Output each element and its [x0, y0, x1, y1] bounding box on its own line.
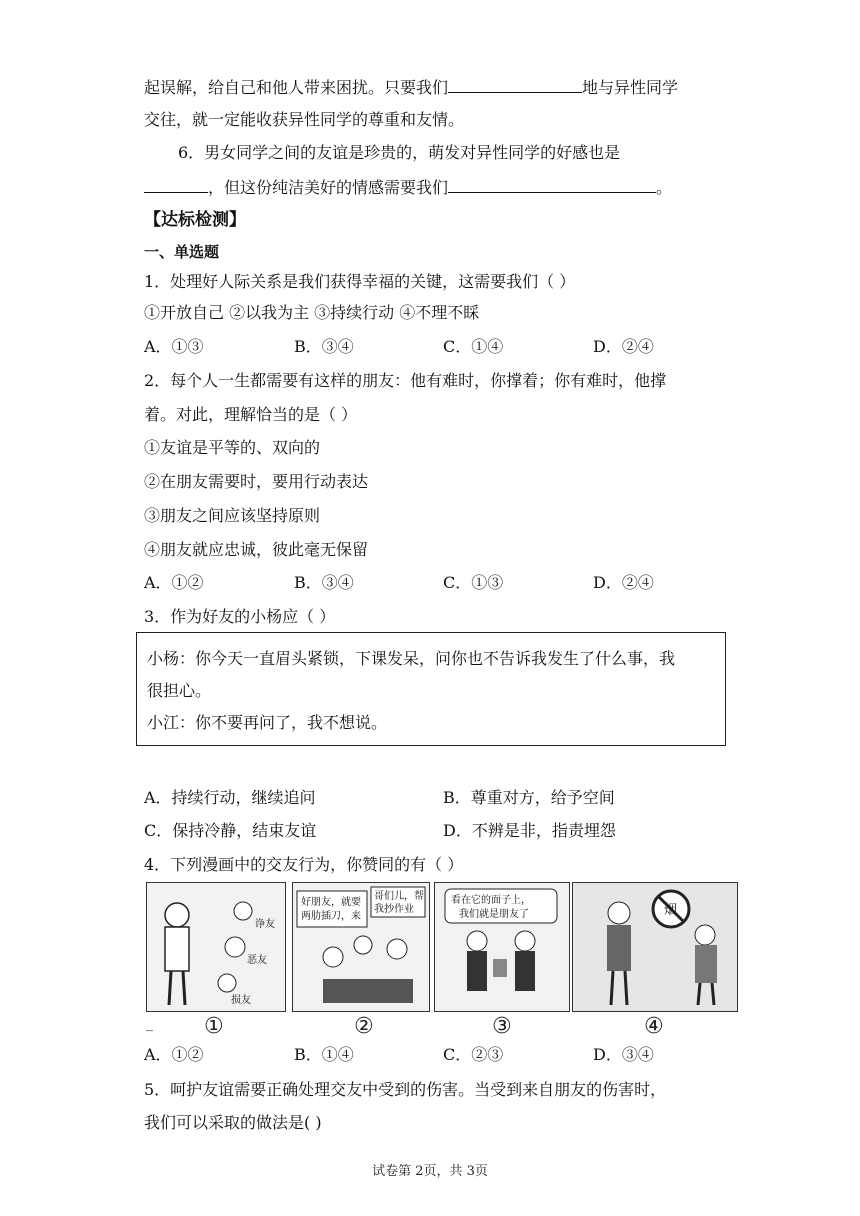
q2-statement-2: ②在朋友需要时，要用行动表达	[144, 472, 369, 491]
dialogue-line-2: 很担心。	[147, 681, 212, 700]
q4-option-d[interactable]: D．③④	[593, 1045, 654, 1064]
q2-stem-2: 着。对此，理解恰当的是（ ）	[144, 405, 358, 424]
section-title: 【达标检测】	[144, 210, 246, 230]
comic-illustration-3	[435, 883, 569, 1011]
intro-line-3: 6．男女同学之间的友谊是珍贵的，萌发对异性同学的好感也是	[178, 143, 621, 162]
q1-option-c[interactable]: C．①④	[443, 337, 504, 356]
q3-option-a[interactable]: A．持续行动，继续追问	[144, 788, 316, 807]
q3-option-d[interactable]: D．不辨是非，指责埋怨	[443, 821, 616, 840]
bubble-text-2b: 我抄作业	[374, 904, 414, 915]
intro-text: 起误解，给自己和他人带来困扰。只要我们	[144, 78, 449, 97]
fill-blank[interactable]	[144, 176, 208, 193]
comic-panel-3	[434, 882, 570, 1012]
bubble-text-3b: 我们就是朋友了	[459, 909, 529, 920]
q4-stem: 4．下列漫画中的交友行为，你赞同的有（ ）	[144, 855, 464, 874]
bubble-text-3a: 看在它的面子上，	[451, 895, 531, 906]
q2-option-a[interactable]: A．①②	[144, 573, 204, 592]
label-eyou: 恶友	[247, 955, 267, 966]
bubble-text-2a: 哥们儿，帮	[374, 891, 424, 902]
dialogue-line-3: 小江：你不要再问了，我不想说。	[147, 713, 388, 732]
bubble-text-1a: 好朋友，就要	[301, 897, 361, 908]
intro-text: 地与异性同学	[582, 78, 679, 97]
q2-option-d[interactable]: D．②④	[593, 573, 654, 592]
q2-statement-4: ④朋友就应忠诚，彼此毫无保留	[144, 540, 369, 559]
q1-statements: ①开放自己 ②以我为主 ③持续行动 ④不理不睬	[144, 303, 480, 322]
q1-stem: 1．处理好人际关系是我们获得幸福的关键，这需要我们（ ）	[144, 272, 576, 291]
q4-option-b[interactable]: B．①④	[294, 1045, 354, 1064]
q5-stem-2: 我们可以采取的做法是( )	[144, 1113, 322, 1132]
page-footer: 试卷第 2页，共 3页	[372, 1164, 488, 1179]
panel-number-2: ②	[354, 1014, 374, 1039]
subheading: 一、单选题	[144, 243, 220, 261]
q2-stem-1: 2．每个人一生都需要有这样的朋友：他有难时，你撑着；你有难时，他撑	[144, 371, 667, 390]
intro-text: 。	[656, 178, 673, 197]
intro-line-1	[144, 76, 678, 98]
q1-option-d[interactable]: D．②④	[593, 337, 654, 356]
panel-number-4: ④	[644, 1014, 664, 1039]
q3-stem: 3．作为好友的小杨应（ ）	[144, 607, 336, 626]
comic-panel-1	[146, 882, 286, 1012]
intro-line-4	[144, 176, 672, 198]
comic-strip	[146, 882, 736, 1040]
fill-blank[interactable]	[448, 176, 656, 193]
q4-option-a[interactable]: A．①②	[144, 1045, 204, 1064]
q3-option-b[interactable]: B．尊重对方，给予空间	[443, 788, 615, 807]
comic-panel-4	[572, 882, 738, 1012]
panel-number-3: ③	[492, 1014, 512, 1039]
label-zhengyou: 诤友	[255, 919, 275, 930]
q2-option-c[interactable]: C．①③	[443, 573, 504, 592]
intro-text: ，但这份纯洁美好的情感需要我们	[208, 178, 449, 197]
no-smoking-sign: 烟	[664, 903, 678, 918]
comic-illustration-4	[573, 883, 737, 1011]
panel-number-1: ①	[204, 1014, 224, 1039]
q2-statement-1: ①友谊是平等的、双向的	[144, 438, 321, 457]
dialogue-line-1: 小杨：你今天一直眉头紧锁，下课发呆，问你也不告诉我发生了什么事，我	[147, 649, 676, 668]
label-sunyou: 损友	[231, 995, 251, 1006]
q1-option-a[interactable]: A．①③	[144, 337, 204, 356]
q4-option-c[interactable]: C．②③	[443, 1045, 504, 1064]
intro-line-2: 交往，就一定能收获异性同学的尊重和友情。	[144, 110, 465, 129]
q1-option-b[interactable]: B．③④	[294, 337, 354, 356]
stray-underscore: _	[146, 1016, 153, 1032]
fill-blank[interactable]	[448, 76, 582, 93]
comic-illustration-2	[293, 883, 429, 1011]
q2-statement-3: ③朋友之间应该坚持原则	[144, 506, 321, 525]
bubble-text-1b: 两肋插刀，来	[301, 911, 361, 922]
dialogue-box	[136, 632, 726, 746]
q5-stem-1: 5．呵护友谊需要正确处理交友中受到的伤害。当受到来自朋友的伤害时，	[144, 1080, 667, 1099]
q2-option-b[interactable]: B．③④	[294, 573, 354, 592]
comic-panel-2	[292, 882, 430, 1012]
comic-illustration-1	[147, 883, 285, 1011]
q3-option-c[interactable]: C．保持冷静，结束友谊	[144, 821, 317, 840]
